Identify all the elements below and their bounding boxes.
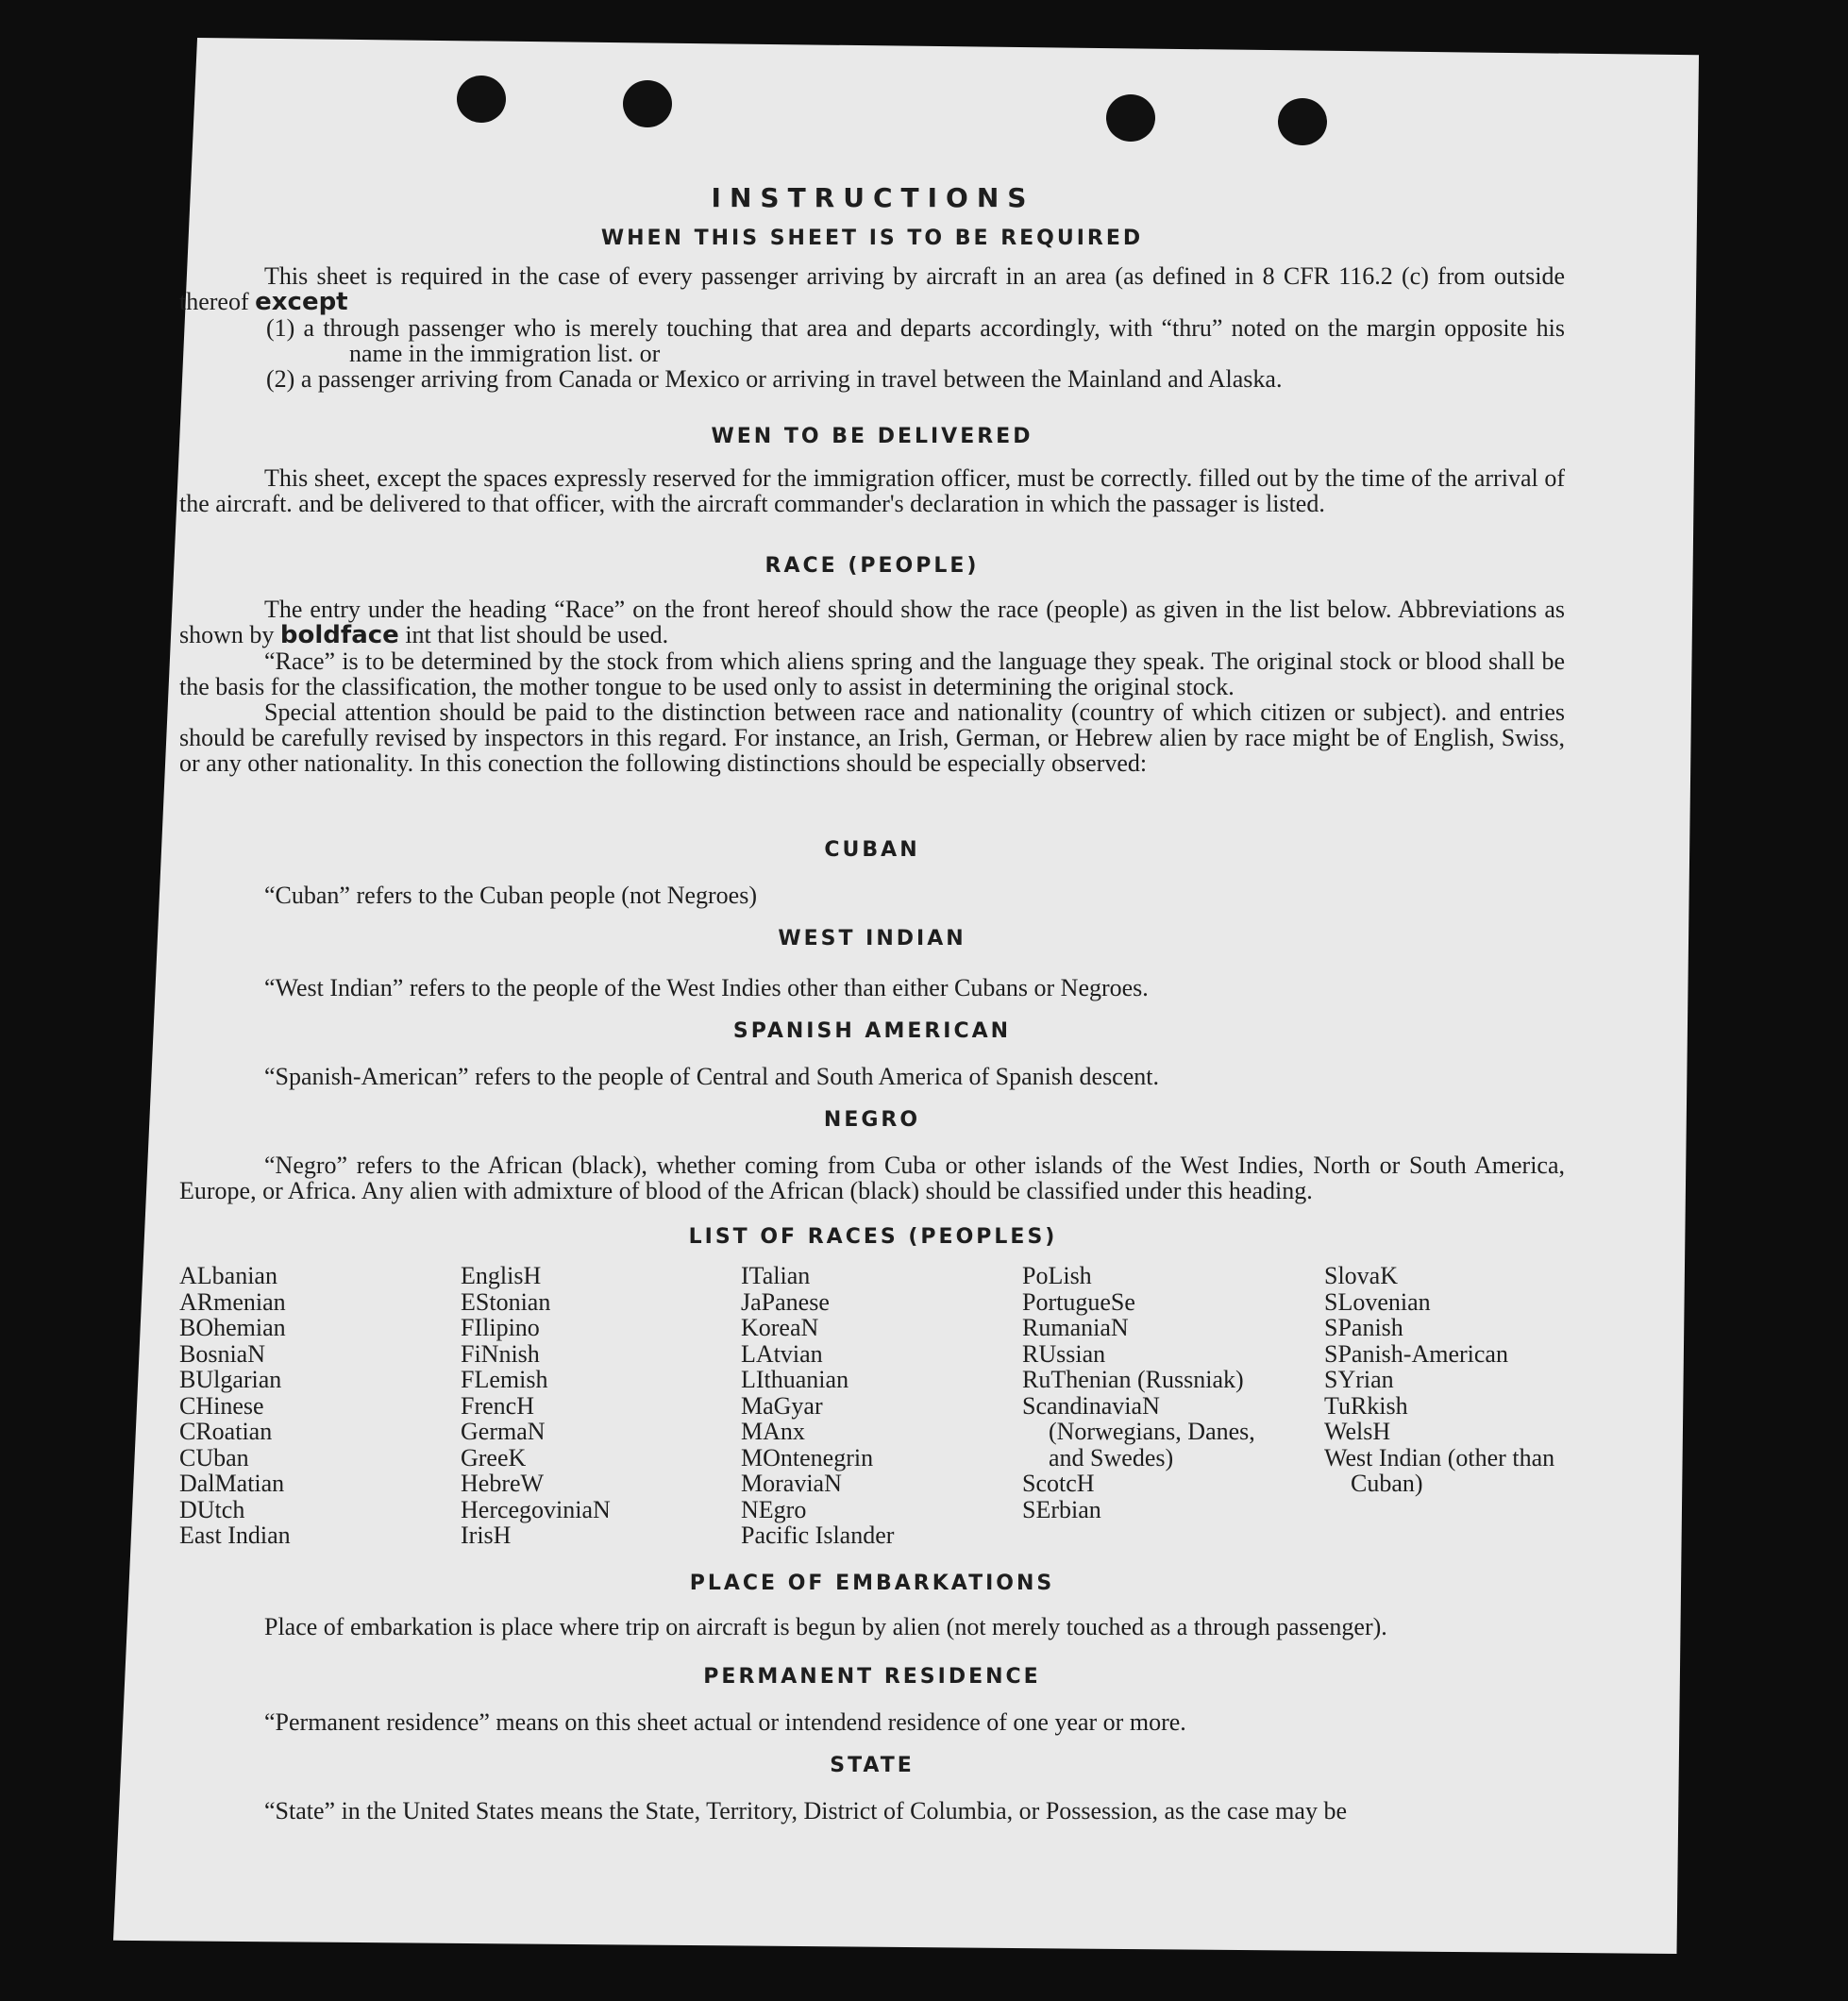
- race-item: West Indian (other than Cuban): [1324, 1443, 1555, 1497]
- race-item: WelsH: [1324, 1418, 1391, 1445]
- negro-heading: NEGRO: [823, 1108, 921, 1132]
- race-item: MaGyar: [741, 1391, 823, 1420]
- race-item: East Indian: [179, 1522, 291, 1549]
- race-item: SPanish-American: [1324, 1339, 1508, 1368]
- list-of-races-heading: LIST OF RACES (PEOPLES): [688, 1225, 1058, 1249]
- race-item: FrencH: [461, 1391, 534, 1420]
- race-item: SErbian: [1022, 1495, 1101, 1523]
- race-item: Pacific Islander: [741, 1522, 895, 1549]
- race-item: MAnx: [741, 1418, 805, 1445]
- permanent-residence-heading: PERMANENT RESIDENCE: [703, 1665, 1041, 1689]
- race-column: [179, 1263, 453, 1549]
- punch-hole: [1278, 98, 1327, 145]
- place-of-embarkation-heading: PLACE OF EMBARKATIONS: [689, 1572, 1055, 1595]
- race-item: MoraviaN: [741, 1470, 842, 1497]
- race-item: ALbanian: [179, 1262, 277, 1289]
- when-delivered-section: [179, 425, 1565, 516]
- race-item: GermaN: [461, 1418, 546, 1445]
- race-item: JaPanese: [741, 1287, 830, 1316]
- spanish-american-text: “Spanish-American” refers to the people of Central and South America of Spanish descent.: [264, 1063, 1159, 1090]
- race-item: EnglisH: [461, 1262, 542, 1289]
- place-of-embarkation-section: [179, 1572, 1565, 1639]
- race-item: ScotcH: [1022, 1470, 1095, 1497]
- race-item: EStonian: [461, 1287, 551, 1316]
- when-required-section: [179, 227, 1565, 392]
- race-item: PoLish: [1022, 1262, 1092, 1289]
- state-heading: STATE: [830, 1754, 915, 1777]
- spanish-american-heading: SPANISH AMERICAN: [732, 1019, 1012, 1043]
- race-column: [1324, 1263, 1576, 1497]
- race-item: ScandinaviaN (Norwegians, Danes, and Swedes): [1022, 1391, 1255, 1471]
- race-item: LIthuanian: [741, 1366, 849, 1393]
- race-section: [179, 554, 1565, 776]
- race-item: KoreaN: [741, 1314, 819, 1341]
- race-item: FiNnish: [461, 1339, 540, 1368]
- race-column: [741, 1263, 1015, 1549]
- race-column: [461, 1263, 734, 1549]
- when-required-heading: WHEN THIS SHEET IS TO BE REQUIRED: [600, 227, 1144, 250]
- permanent-residence-text: “Permanent residence” means on this sheet actual or intendend residence of one year or more.: [264, 1708, 1186, 1736]
- race-item: DalMatian: [179, 1470, 285, 1497]
- west-indian-section: [179, 927, 1565, 1000]
- race-item: CHinese: [179, 1391, 264, 1420]
- cuban-heading: CUBAN: [824, 838, 920, 862]
- race-item: RUssian: [1022, 1339, 1106, 1368]
- race-paragraph: Special attention should be paid to the distinction between race and nationality (country of which citizen or subject). and entries should be carefully revised by inspectors in this regard. For instance, an Irish, German, or Hebrew alien by race might be of English, Swiss, or any other nationality. In this conection the following distinctions should be especially observed:: [179, 698, 1565, 777]
- race-item: ITalian: [741, 1262, 811, 1289]
- race-item: IrisH: [461, 1522, 512, 1549]
- punch-hole: [457, 76, 506, 123]
- when-required-item: (2) a passenger arriving from Canada or Mexico or arriving in travel between the Mainland and Alaska.: [266, 365, 1283, 393]
- negro-section: [179, 1108, 1565, 1203]
- state-text: “State” in the United States means the State, Territory, District of Columbia, or Possession, as the case may be: [264, 1797, 1347, 1824]
- cuban-section: [179, 838, 1565, 908]
- race-item: FIlipino: [461, 1314, 540, 1341]
- permanent-residence-section: [179, 1665, 1565, 1735]
- cuban-text: “Cuban” refers to the Cuban people (not Negroes): [264, 882, 757, 909]
- race-item: DUtch: [179, 1495, 245, 1523]
- place-of-embarkation-text: Place of embarkation is place where trip on aircraft is begun by alien (not merely touched as a through passenger).: [264, 1613, 1387, 1640]
- race-item: CRoatian: [179, 1418, 273, 1445]
- race-item: SlovaK: [1324, 1262, 1398, 1289]
- race-item: RuThenian (Russniak): [1022, 1366, 1244, 1393]
- race-item: NEgro: [741, 1495, 807, 1523]
- when-delivered-heading: WEN TO BE DELIVERED: [711, 425, 1033, 448]
- punch-hole: [1106, 94, 1155, 142]
- race-item: BosniaN: [179, 1339, 265, 1368]
- race-item: TuRkish: [1324, 1391, 1408, 1420]
- race-column: [1022, 1263, 1277, 1522]
- race-heading: RACE (PEOPLE): [764, 554, 980, 578]
- race-item: BUlgarian: [179, 1366, 282, 1393]
- race-item: HebreW: [461, 1470, 545, 1497]
- race-item: SYrian: [1324, 1366, 1394, 1393]
- spanish-american-section: [179, 1019, 1565, 1089]
- race-item: CUban: [179, 1443, 249, 1471]
- state-section: [179, 1754, 1565, 1824]
- punch-hole: [623, 80, 672, 127]
- race-paragraph: “Race” is to be determined by the stock from which aliens spring and the language they speak. The original stock or blood shall be the basis for the classification, the mother tongue to be used only to assist in determining the original stock.: [179, 647, 1565, 700]
- race-item: GreeK: [461, 1443, 527, 1471]
- west-indian-heading: WEST INDIAN: [778, 927, 966, 950]
- negro-text: “Negro” refers to the African (black), whether coming from Cuba or other islands of the West Indies, North or South America, Europe, or Africa. Any alien with admixture of blood of the African (black) should be classified under this heading.: [179, 1152, 1565, 1204]
- race-item: ARmenian: [179, 1287, 286, 1316]
- instructions-heading: INSTRUCTIONS: [711, 182, 1035, 213]
- race-item: BOhemian: [179, 1314, 286, 1341]
- except-emphasis: except: [255, 288, 348, 316]
- race-paragraph: The entry under the heading “Race” on the front hereof should show the race (people) as given in the list below. Abbreviations as shown by boldface int that list should be used.: [179, 596, 1565, 649]
- when-delivered-text: This sheet, except the spaces expressly reserved for the immigration officer, must be correctly. filled out by the time of the arrival of the aircraft. and be delivered to that officer, with the aircraft commander's declaration in which the passager is listed.: [179, 464, 1565, 517]
- boldface-word: boldface: [279, 621, 399, 649]
- race-item: RumaniaN: [1022, 1314, 1129, 1341]
- west-indian-text: “West Indian” refers to the people of the West Indies other than either Cubans or Negroes.: [264, 974, 1149, 1001]
- when-required-item: (1) a through passenger who is merely touching that area and departs accordingly, with “thru” noted on the margin opposite his name in the immigration list. or: [266, 314, 1565, 367]
- race-item: LAtvian: [741, 1339, 823, 1368]
- race-item: MOntenegrin: [741, 1443, 874, 1471]
- race-item: HercegoviniaN: [461, 1495, 611, 1523]
- race-item: FLemish: [461, 1366, 548, 1393]
- race-item: PortugueSe: [1022, 1287, 1135, 1316]
- when-required-text: This sheet is required in the case of every passenger arriving by aircraft in an area (as defined in 8 CFR 116.2 (c) from outside thereof except: [179, 262, 1565, 316]
- race-item: SLovenian: [1324, 1287, 1431, 1316]
- race-item: SPanish: [1324, 1314, 1403, 1341]
